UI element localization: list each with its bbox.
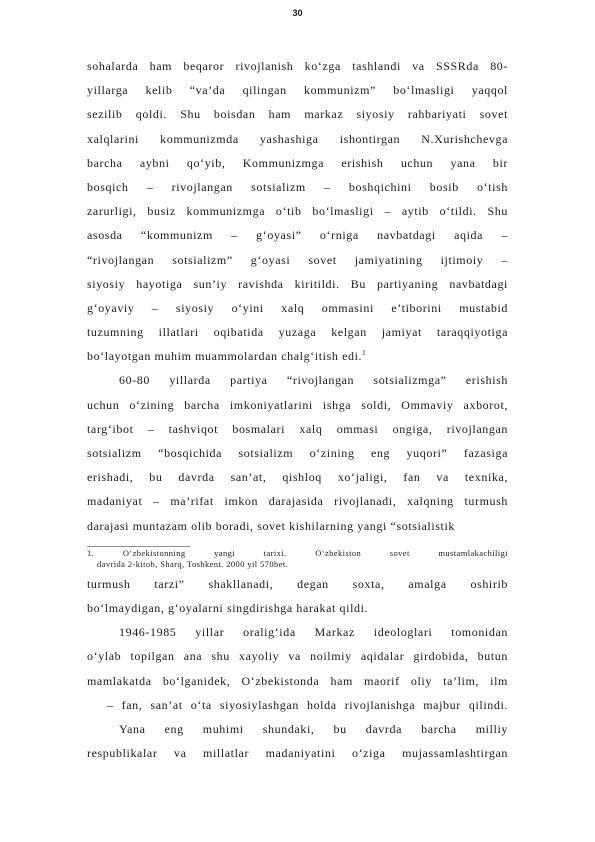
text-line: bo‘lmaydigan, g‘oyalarni singdirishga harakat qildi. bbox=[87, 600, 369, 615]
text-line: bosqich – rivojlangan sotsializm – boshqichini bosib o‘tish bbox=[87, 179, 508, 194]
text-line: Yana eng muhimi shundaki, bu davrda barcha milliy bbox=[119, 721, 508, 736]
text-line: uchun o‘zining barcha imkoniyatlarini ishga soldi, Ommaviy axborot, bbox=[87, 397, 508, 412]
body-text bbox=[87, 54, 508, 765]
text-line: – fan, san’at o‘ta siyosiylashgan holda rivojlanishga majbur qilindi. bbox=[107, 697, 508, 712]
text-line: zarurligi, busiz kommunizmga o‘tib bo‘lmasligi – aytib o‘tildi. Shu bbox=[87, 204, 508, 219]
text-line: asosda “kommunizm – g‘oyasi” o‘rniga navbatdagi aqida – bbox=[87, 228, 508, 243]
text-line: xalqlarini kommunizmda yashashiga ishontirgan N.Xurishchevga bbox=[87, 131, 508, 146]
text-line: yillarga kelib “va’da qilingan kommunizm” bo‘lmasligi yaqqol bbox=[87, 83, 508, 98]
text-line: “rivojlangan sotsializm” g‘oyasi sovet jamiyatining ijtimoiy – bbox=[87, 252, 508, 267]
page-number: 30 bbox=[292, 8, 303, 18]
text-line-with-footnote bbox=[87, 344, 508, 368]
footnote-separator: _______________________ bbox=[87, 537, 191, 548]
footnote-reference: 1 bbox=[362, 349, 367, 358]
footnote-line: 1. O‘zbekistonning yangi tarixi. O‘zbekiston sovet mustamlakachiligi bbox=[87, 547, 508, 558]
text-line: g‘oyaviy – siyosiy o‘yini xalq ommasini e’tiborini mustabid bbox=[87, 300, 508, 315]
text-line: darajasi muntazam olib boradi, sovet kishilarning yangi “sotsialistik bbox=[87, 518, 456, 533]
text-line: mamlakatda bo‘lganidek, O‘zbekistonda ham maorif oliy ta’lim, ilm bbox=[87, 673, 508, 688]
text-line: tuzumning illatlari oqibatida yuzaga kelgan jamiyat taraqqiyotiga bbox=[87, 325, 508, 340]
text-line: erishadi, bu davrda san’at, qishloq xo‘jaligi, fan va texnika, bbox=[87, 470, 508, 485]
text-line: madaniyat – ma’rifat imkon darajasida rivojlanadi, xalqning turmush bbox=[87, 494, 508, 509]
text-line: sohalarda ham beqaror rivojlanish ko‘zga tashlandi va SSSRda 80- bbox=[87, 59, 508, 73]
text-line: o‘ylab topilgan ana shu xayoliy va noilmiy aqidalar girdobida, butun bbox=[87, 649, 508, 664]
footnote-line: davrida 2-kitob, Sharq, Toshkent. 2000 yil 570bet. bbox=[97, 558, 289, 569]
text-line: sotsializm “bosqichida sotsializm o‘zining eng yuqori” fazasiga bbox=[87, 446, 508, 460]
text-line: targ‘ibot – tashviqot bosmalari xalq ommasi ongiga, rivojlangan bbox=[87, 421, 508, 436]
text-line: sezilib qoldi. Shu boisdan ham markaz siyosiy rahbariyati sovet bbox=[87, 107, 508, 122]
text-line: barcha aybni qo‘yib, Kommunizmga erishish uchun yana bir bbox=[87, 155, 508, 170]
text-line: siyosiy hayotiga sun’iy ravishda kiritildi. Bu partiyaning navbatdagi bbox=[87, 276, 508, 291]
text-line-content: bo‘layotgan muhim muammolardan chalg‘itish edi. bbox=[87, 349, 363, 364]
text-line: 60-80 yillarda partiya “rivojlangan sotsializmga” erishish bbox=[119, 373, 508, 388]
text-line: respublikalar va millatlar madaniyatini o‘ziga mujassamlashtirgan bbox=[87, 746, 508, 761]
text-line: 1946-1985 yillar oralig‘ida Markaz ideologlari tomonidan bbox=[119, 625, 508, 640]
text-line: turmush tarzi” shakllanadi, degan soxta, amalga oshirib bbox=[87, 576, 508, 591]
